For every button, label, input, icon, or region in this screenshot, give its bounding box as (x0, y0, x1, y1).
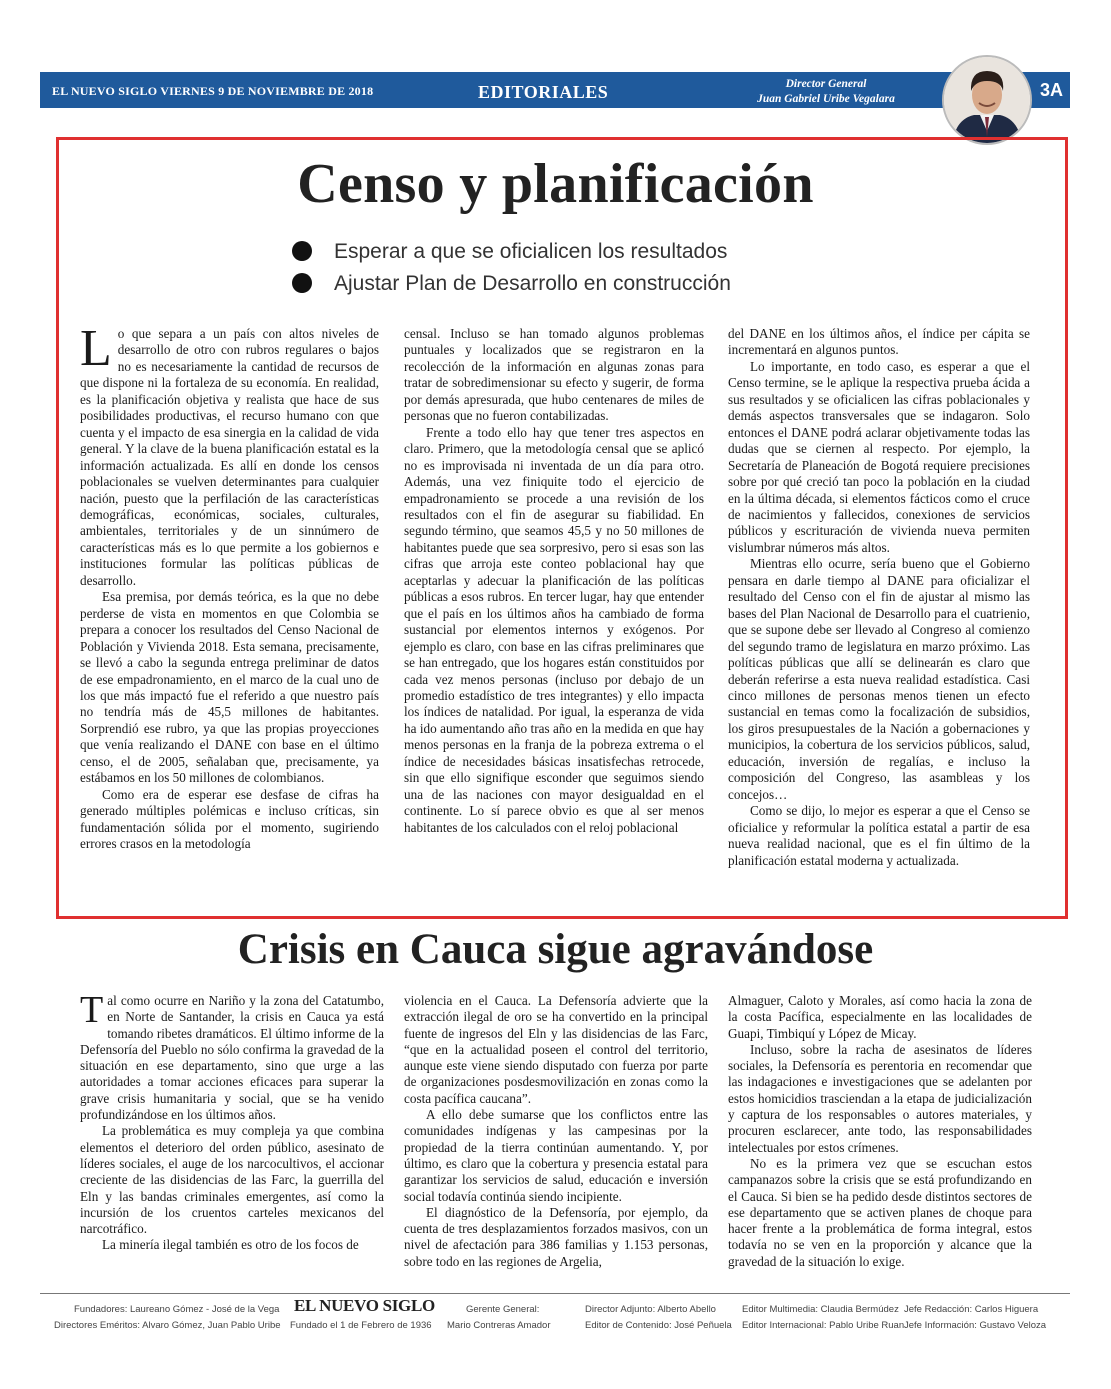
director-label: Director General (785, 78, 867, 90)
subtitle-2-text: Ajustar Plan de Desarrollo en construcción (334, 272, 731, 295)
footer-founded: Fundado el 1 de Febrero de 1936 (290, 1320, 432, 1331)
paragraph-text: o que separa a un país con altos niveles de desarrollo de otro con rubros regulares o bajos no es necesariamente la cantidad de recursos de que dispone ni la fortaleza de su economía. En realidad, es la planificación objetiva y realista que hace de sus posibilidades productivas, el recurso humano con que cuenta y el impacto de esa sinergia en la calidad de vida general. Y la clave de la buena planificación estatal es la información actualizada. Es allí en donde los censos poblacionales se vuelven determinantes para cualquier nación, puesto que la perfilación de las características demográficas, económicas, sociales, culturales, ambientales, territoriales y de un sinnúmero de características más es lo que permite a los gobiernos e instituciones formular las políticas públicas de desarrollo. (80, 326, 379, 588)
editorial-2-title: Crisis en Cauca sigue agravándose (237, 926, 874, 973)
footer-adjunct: Director Adjunto: Alberto Abello (585, 1304, 716, 1315)
dropcap: T (80, 989, 104, 1031)
paragraph: La problemática es muy compleja ya que combina elementos el deterioro del orden público, asesinato de líderes sociales, el auge de los narcocultivos, el accionar creciente de las disidencias de las Farc, la guerrilla del Eln y las bandas criminales emergentes, así como la incursión de los cruentos carteles mexicanos del narcotráfico. (80, 1123, 384, 1237)
editorial-2-column-3 (728, 993, 1032, 1270)
footer-rule (40, 1293, 1070, 1294)
paragraph: El diagnóstico de la Defensoría, por ejemplo, da cuenta de tres desplazamientos forzados masivos, con un nivel de afectación para 386 familias y 1.153 personas, sobre todo en las regiones de Argelia, (404, 1204, 708, 1269)
editorial-1-column-1 (80, 320, 379, 853)
editorial-2-column-2 (404, 993, 708, 1270)
paragraph: del DANE en los últimos años, el índice per cápita se incrementará en algunos puntos. (728, 326, 1030, 358)
paragraph: La minería ilegal también es otro de los focos de (102, 1237, 359, 1253)
paragraph: Mientras ello ocurre, sería bueno que el Gobierno pensara en darle tiempo al DANE para oficializar el resultado del Censo con el fin de ajustar al mismo las bases del Plan Nacional de Desarrollo para el cuatrienio, que se supone debe ser llevado al Congreso al comienzo del segundo tramo de legislatura en marzo próximo. Las políticas públicas que allí se delinearán es claro que deberán referirse a esta nueva realidad estadística. Casi cinco millones de personas menos tienen un efecto sustancial en temas como la focalización de subsidios, los giros presupuestales de la Nación a gobernaciones y municipios, la cobertura de los servicios públicos, salud, educación, inversión de regalías, e incluso la composición del Congreso, las asambleas y los concejos… (728, 556, 1030, 802)
paragraph: Frente a todo ello hay que tener tres aspectos en claro. Primero, que la metodología censal que se aplicó no es improvisada ni inventada de un día para otro. Además, una vez finiquite todo el ejercicio de empadronamiento se procede a una revisión de los resultados con el fin de asegurar su fiabilidad. En segundo término, que seamos 45,5 y no 50 millones de habitantes puede que sea sorpresivo, pero si esas son las cifras que arroja este conteo poblacional hay que aceptarlas y adecuar la planificación de las políticas públicas a esos rubros. En tercer lugar, hay que entender que el país en los últimos años ha cambiado de forma sustancial por elementos internos y exógenos. Por ejemplo es claro, con base en las cifras preliminares que se han entregado, que los hogares están constituidos por cada vez menos personas (incluso por debajo de un promedio estadístico de tres integrantes) y ello impacta los índices de natalidad. Por igual, la esperanza de vida ha ido aumentando año tras año en la medida en que hay menos personas en la franja de la pobreza extrema o el índice de necesidades básicas insatisfechas retrocede, sin que ello signifique esconder que seguimos siendo una de las naciones con mayor desigualdad en el continente. Lo sí parece obvio es que al ser menos habitantes de los calculados con el reloj poblacional (404, 424, 704, 835)
paragraph: violencia en el Cauca. La Defensoría advierte que la extracción ilegal de oro se ha convertido en la principal fuente de ingresos del Eln y las disidencias de las Farc, “que en la actualidad poseen el control del territorio, aunque este viene siendo disputado con fuerza por parte de organizaciones posdesmovilización en zonas como la costa pacífica caucana”. (404, 993, 708, 1106)
paragraph (80, 989, 384, 1123)
paragraph (80, 320, 379, 589)
editorial-2-column-1 (80, 989, 384, 1254)
page-number: 3A (1040, 80, 1064, 100)
paragraph: Incluso, sobre la racha de asesinatos de líderes sociales, la Defensoría es perentoria en recomendar que las indagaciones e investigaciones que se adelanten por estos homicidios trasciendan a la etapa de judicialización y captura de los responsables o autores materiales, y procuren esclarecer, ante todo, las responsabilidades intelectuales por estos crímenes. (728, 1041, 1032, 1155)
paragraph: Como se dijo, lo mejor es esperar a que el Censo se oficialice y reformular la política estatal a partir de esa nueva realidad nacional, que es el fin último de la planificación estatal moderna y actualizada. (728, 803, 1030, 868)
paragraph: censal. Incluso se han tomado algunos problemas puntuales y localizados que se registraron en la recolección de la información en algunas zonas para tratar de sobredimensionar su efecto y sugerir, de forma por demás apresurada, que hubo centenares de miles de personas que no fueron contabilizadas. (404, 326, 704, 424)
editorial-1-column-2 (404, 326, 704, 836)
director-name: Juan Gabriel Uribe Vegalara (757, 93, 895, 105)
paragraph: Esa premisa, por demás teórica, es la que no debe perderse de vista en momentos en que Colombia se prepara a conocer los resultados del Censo Nacional de Población y Vivienda 2018. Esta semana, precisamente, se llevó a cabo la segunda entrega preliminar de datos de ese empadronamiento, en el marco de la cual uno de los que más impactó fue el referido a que nuestro país no tendría más de 45,5 millones de habitantes. Sorprendió ese rubro, ya que las propias proyecciones que venía realizando el DANE con base en el último censo, el de 2005, señalaban que, precisamente, ya estábamos en los 50 millones de colombianos. (80, 589, 379, 786)
paragraph: Lo importante, en todo caso, es esperar a que el Censo termine, se le aplique la respectiva prueba ácida a sus resultados y se oficialicen las cifras poblacionales y demás aspectos transversales que se indagaron. Solo entonces el DANE podrá aclarar objetivamente todas las dudas que se ciernen al respecto. Por ejemplo, la Secretaría de Planeación de Bogotá requiere precisiones sobre por qué creció tan poco la población en la ciudad en la última década, si elementos fácticos como el cruce de nacimientos y fallecidos, conexiones de servicios públicos y escrituración de vivienda nueva permiten vislumbrar números más altos. (728, 358, 1030, 555)
masthead-date: EL NUEVO SIGLO VIERNES 9 DE NOVIEMBRE DE 2018 (52, 84, 374, 98)
dropcap: L (80, 320, 112, 377)
footer-information-chief: Jefe Información: Gustavo Veloza (904, 1320, 1047, 1331)
subtitle-1 (292, 240, 727, 264)
footer-manager-label: Gerente General: (466, 1304, 540, 1315)
paragraph: Almaguer, Caloto y Morales, así como hacia la zona de la costa Pacífica, especialmente en las localidades de Guapi, Timbiquí y López de Micay. (728, 993, 1032, 1041)
paragraph: A ello debe sumarse que los conflictos entre las comunidades indígenas y las campesinas por la propiedad de la tierra continúan aumentando. Y, por último, es claro que la cobertura y presencia estatal para garantizar los servicios de salud, educación e inversión social todavía continúa siendo incipiente. (404, 1107, 708, 1204)
editorial-1-title: Censo y planificación (297, 153, 814, 215)
footer-multimedia-editor: Editor Multimedia: Claudia Bermúdez (742, 1304, 899, 1315)
footer-manager-name: Mario Contreras Amador (447, 1320, 551, 1331)
newspaper-logo: EL NUEVO SIGLO (294, 1296, 435, 1315)
footer-international-editor: Editor Internacional: Pablo Uribe Ruan (742, 1320, 905, 1331)
subtitle-2 (292, 272, 731, 296)
bullet-icon (292, 273, 312, 293)
paragraph: No es la primera vez que se escuchan estos campanazos sobre la crisis que se está profundizando en el Cauca. Si bien se ha pedido desde distintos sectores de ese departamento que se activen planes de choque para hacer frente a la problemática de forma integral, estos todavía no se ven en la proporción y alcance que la gravedad de la situación lo exige. (728, 1155, 1032, 1269)
section-title: EDITORIALES (478, 82, 609, 102)
director-credit (720, 77, 932, 107)
director-photo (942, 55, 1032, 145)
editorial-1-column-3 (728, 326, 1030, 869)
footer-newsroom-chief: Jefe Redacción: Carlos Higuera (904, 1304, 1039, 1315)
bullet-icon (292, 241, 312, 261)
subtitle-1-text: Esperar a que se oficialicen los resultados (334, 240, 728, 263)
footer-founders: Fundadores: Laureano Gómez - José de la Vega (74, 1304, 280, 1315)
footer-content-editor: Editor de Contenido: José Peñuela (585, 1320, 732, 1331)
paragraph-text: al como ocurre en Nariño y la zona del Catatumbo, en Norte de Santander, la crisis en Cauca ya está tomando ribetes dramáticos. El último informe de la Defensoría del Pueblo no sólo confirma la gravedad de la situación en ese departamento, sino que urge a las autoridades a tomar acciones eficaces para superar la grave crisis humanitaria y social, que se ha venido profundizándose en los últimos años. (80, 993, 384, 1123)
paragraph: Como era de esperar ese desfase de cifras ha generado múltiples polémicas e incluso críticas, sin fundamentación sólida por el momento, sugiriendo errores crasos en la metodología (80, 786, 379, 852)
footer-emeritus: Directores Eméritos: Alvaro Gómez, Juan Pablo Uribe (54, 1320, 281, 1331)
